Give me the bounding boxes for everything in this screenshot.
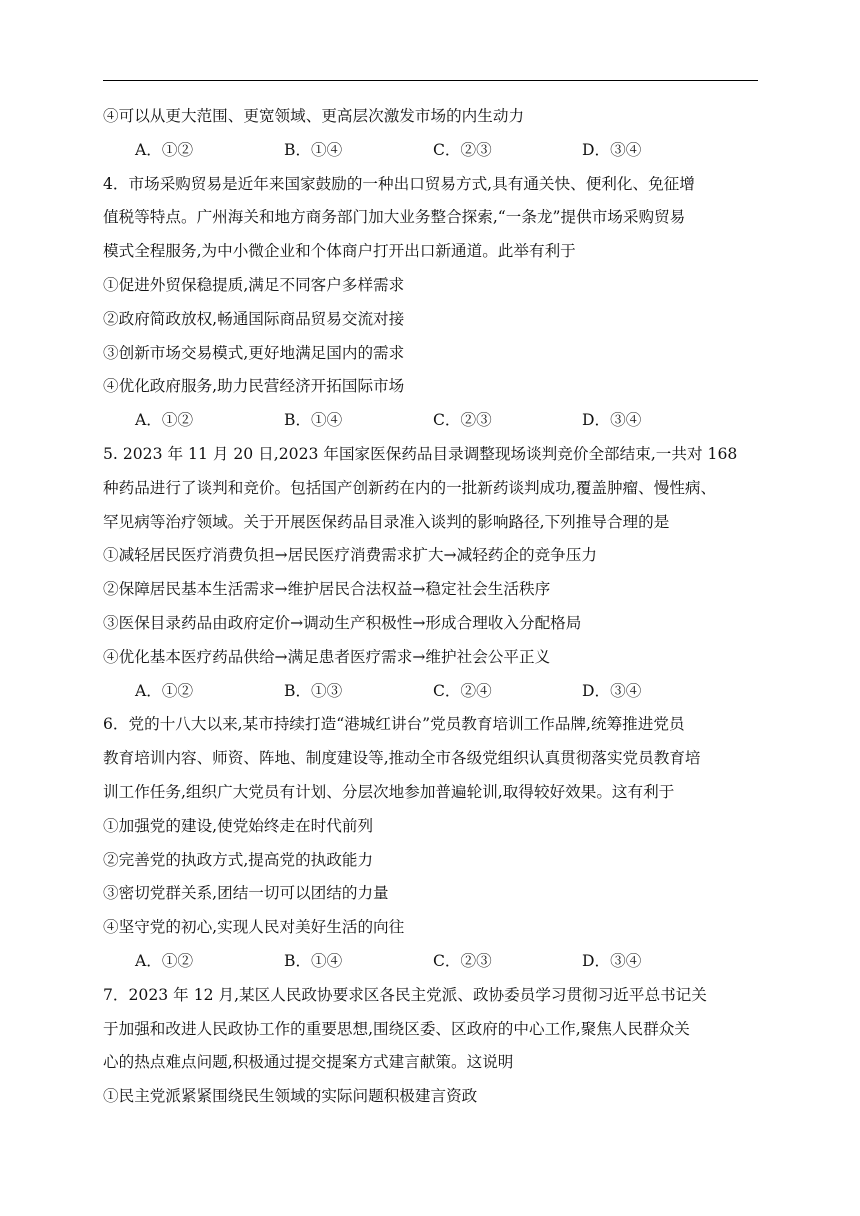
q7-stem-line-2: 于加强和改进人民政协工作的重要思想,围绕区委、区政府的中心工作,聚焦人民群众关: [103, 1019, 690, 1038]
q5-option-d[interactable]: D．③④: [582, 681, 642, 700]
q3-statement-4: ④可以从更大范围、更宽领域、更高层次激发市场的内生动力: [103, 107, 525, 125]
q4-statement-4: ④优化政府服务,助力民营经济开拓国际市场: [103, 377, 405, 396]
q4-options: [103, 404, 758, 438]
q4-stem-line-3: 模式全程服务,为中小微企业和个体商户打开出口新通道。此举有利于: [103, 242, 576, 261]
q4-option-b[interactable]: B．①④: [284, 411, 343, 430]
q4-stem-line-2: 值税等特点。广州海关和地方商务部门加大业务整合探索,“一条龙”提供市场采购贸易: [103, 208, 686, 227]
q7-stem-line-3: 心的热点难点问题,积极通过提交提案方式建言献策。这说明: [103, 1053, 514, 1072]
q4-stem-line-1: 4．市场采购贸易是近年来国家鼓励的一种出口贸易方式,具有通关快、便利化、免征增: [103, 174, 695, 193]
q5-option-b[interactable]: B．①③: [284, 681, 343, 700]
q6-options: [103, 945, 758, 979]
q6-option-b[interactable]: B．①④: [284, 951, 343, 970]
q4-option-d[interactable]: D．③④: [582, 411, 642, 430]
q6-statement-1: ①加强党的建设,使党始终走在时代前列: [103, 816, 374, 835]
q3-option-c[interactable]: C．②③: [433, 140, 492, 159]
exam-page: [103, 100, 758, 1114]
q6-option-c[interactable]: C．②③: [433, 951, 492, 970]
q4-statement-3: ③创新市场交易模式,更好地满足国内的需求: [103, 343, 405, 362]
q5-stem-line-3: 罕见病等治疗领域。关于开展医保药品目录准入谈判的影响路径,下列推导合理的是: [103, 512, 670, 531]
q6-statement-2: ②完善党的执政方式,提高党的执政能力: [103, 850, 374, 869]
q6-stem-line-1: 6．党的十八大以来,某市持续打造“港城红讲台”党员教育培训工作品牌,统筹推进党员: [103, 715, 685, 734]
q6-statement-3: ③密切党群关系,团结一切可以团结的力量: [103, 884, 389, 903]
q5-statement-3: ③医保目录药品由政府定价→调动生产积极性→形成合理收入分配格局: [103, 613, 582, 632]
q5-option-a[interactable]: A．①②: [135, 681, 194, 700]
q7-statement-1: ①民主党派紧紧围绕民生领域的实际问题积极建言资政: [103, 1087, 478, 1106]
q6-stem-line-2: 教育培训内容、师资、阵地、制度建设等,推动全市各级党组织认真贯彻落实党员教育培: [103, 749, 701, 768]
q6-option-d[interactable]: D．③④: [582, 951, 642, 970]
header-rule: [103, 80, 758, 81]
q3-option-d[interactable]: D．③④: [582, 140, 642, 159]
q5-statement-4: ④优化基本医疗药品供给→满足患者医疗需求→维护社会公平正义: [103, 647, 551, 666]
q6-stem-line-3: 训工作任务,组织广大党员有计划、分层次地参加普遍轮训,取得较好效果。这有利于: [103, 782, 675, 801]
q5-statement-1: ①减轻居民医疗消费负担→居民医疗消费需求扩大→减轻药企的竞争压力: [103, 546, 597, 565]
q5-option-c[interactable]: C．②④: [433, 681, 492, 700]
q6-statement-4: ④坚守党的初心,实现人民对美好生活的向往: [103, 918, 405, 937]
q5-stem-line-1: 5. 2023 年 11 月 20 日,2023 年国家医保药品目录调整现场谈判竞价全部结束,一共对 168: [103, 444, 738, 463]
q5-statement-2: ②保障居民基本生活需求→维护居民合法权益→稳定社会生活秩序: [103, 580, 551, 599]
q4-option-a[interactable]: A．①②: [135, 411, 194, 430]
q3-option-b[interactable]: B．①④: [284, 140, 343, 159]
q5-options: [103, 675, 758, 709]
q4-statement-2: ②政府简政放权,畅通国际商品贸易交流对接: [103, 309, 405, 328]
q3-options: [103, 134, 758, 168]
q3-option-a[interactable]: A．①②: [135, 140, 194, 159]
q6-option-a[interactable]: A．①②: [135, 951, 194, 970]
q7-stem-line-1: 7．2023 年 12 月,某区人民政协要求区各民主党派、政协委员学习贯彻习近平总书记关: [103, 985, 707, 1004]
q4-option-c[interactable]: C．②③: [433, 411, 492, 430]
q4-statement-1: ①促进外贸保稳提质,满足不同客户多样需求: [103, 275, 405, 294]
q5-stem-line-2: 种药品进行了谈判和竞价。包括国产创新药在内的一批新药谈判成功,覆盖肿瘤、慢性病、: [103, 478, 717, 497]
